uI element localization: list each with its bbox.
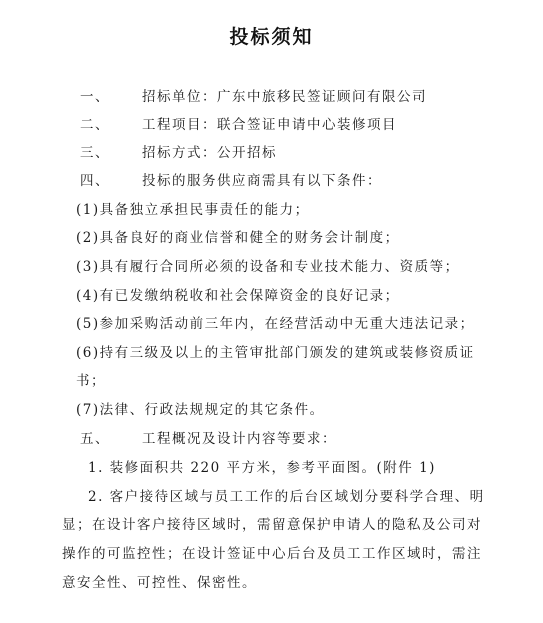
section-1-number: 一、 [80, 89, 110, 105]
requirement-2-line-1: 2. 客户接待区域与员工工作的后台区域划分要科学合理、明 [88, 489, 485, 505]
section-4-number: 四、 [80, 173, 110, 189]
section-5 [80, 430, 337, 448]
section-1 [80, 88, 427, 106]
requirement-2-line-4: 意安全性、可控性、保密性。 [62, 575, 257, 591]
condition-6-line-2: 书； [76, 373, 106, 389]
section-4 [80, 172, 382, 190]
requirement-2-line-3: 操作的可监控性；在设计签证中心后台及员工工作区域时，需注 [62, 546, 482, 562]
section-2 [80, 116, 397, 134]
section-3 [80, 144, 277, 162]
condition-4: (4)有已发缴纳税收和社会保障资金的良好记录； [76, 288, 400, 304]
requirement-1: 1. 装修面积共 220 平方米，参考平面图。(附件 1) [88, 460, 436, 476]
section-5-number: 五、 [80, 431, 110, 447]
section-4-text: 投标的服务供应商需具有以下条件： [142, 173, 382, 189]
section-2-text: 工程项目：联合签证申请中心装修项目 [142, 117, 397, 133]
section-3-number: 三、 [80, 145, 110, 161]
section-3-text: 招标方式：公开招标 [142, 145, 277, 161]
condition-5: (5)参加采购活动前三年内，在经营活动中无重大违法记录； [76, 316, 475, 332]
condition-2: (2)具备良好的商业信誉和健全的财务会计制度； [76, 230, 400, 246]
section-1-text: 招标单位：广东中旅移民签证顾问有限公司 [142, 89, 427, 105]
section-5-text: 工程概况及设计内容等要求： [142, 431, 337, 447]
condition-3: (3)具有履行合同所必须的设备和专业技术能力、资质等； [76, 259, 460, 275]
section-2-number: 二、 [80, 117, 110, 133]
condition-7: (7)法律、行政法规规定的其它条件。 [76, 402, 325, 418]
document-title: 投标须知 [229, 26, 314, 48]
condition-6-line-1: (6)持有三级及以上的主管审批部门颁发的建筑或装修资质证 [76, 345, 475, 361]
condition-1: (1)具备独立承担民事责任的能力； [76, 202, 310, 218]
requirement-2-line-2: 显；在设计客户接待区域时，需留意保护申请人的隐私及公司对 [62, 517, 482, 533]
